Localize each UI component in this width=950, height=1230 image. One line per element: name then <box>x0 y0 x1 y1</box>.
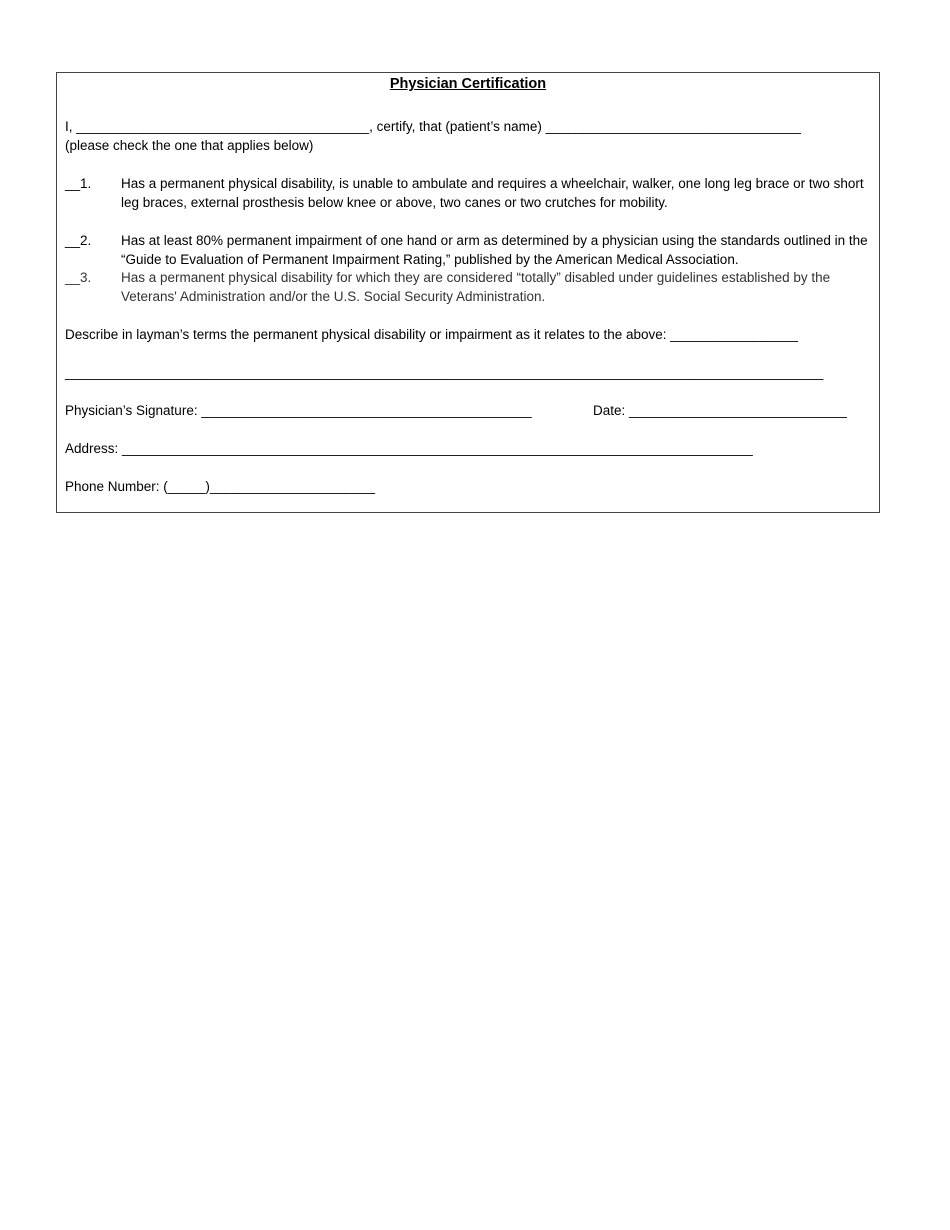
phone-number-field[interactable]: Phone Number: (_____)______________________ <box>65 479 376 494</box>
certify-line[interactable]: I, _______________________________________, certify, that (patient’s name) __________________________________ <box>65 119 801 134</box>
form-title: Physician Certification <box>389 76 547 92</box>
describe-continuation-field[interactable]: _____________________________________________________________________________________________________ <box>65 365 824 380</box>
option-text-3: Has a permanent physical disability for which they are considered “totally” disabled under guidelines established by the Veterans' Administration and/or the U.S. Social Security Administration. <box>121 270 831 304</box>
describe-disability-field[interactable]: Describe in layman’s terms the permanent physical disability or impairment as it relates to the above: _________________ <box>65 327 798 342</box>
check-instruction: (please check the one that applies below) <box>65 138 314 153</box>
physician-certification-form <box>56 72 880 513</box>
physician-signature-field[interactable]: Physician’s Signature: ____________________________________________ <box>65 403 532 418</box>
option-checkbox-1[interactable]: __1. <box>65 176 92 191</box>
option-checkbox-3[interactable]: __3. <box>65 270 92 285</box>
date-field[interactable]: Date: _____________________________ <box>593 403 847 418</box>
option-text-2: Has at least 80% permanent impairment of one hand or arm as determined by a physician using the standards outlined in the “Guide to Evaluation of Permanent Impairment Rating,” published by the American Medical Association. <box>121 233 868 267</box>
option-text-1: Has a permanent physical disability, is unable to ambulate and requires a wheelchair, walker, one long leg brace or two short leg braces, external prosthesis below knee or above, two canes or two crutches for mobility. <box>121 176 864 210</box>
address-field[interactable]: Address: ____________________________________________________________________________________ <box>65 441 753 456</box>
option-checkbox-2[interactable]: __2. <box>65 233 92 248</box>
